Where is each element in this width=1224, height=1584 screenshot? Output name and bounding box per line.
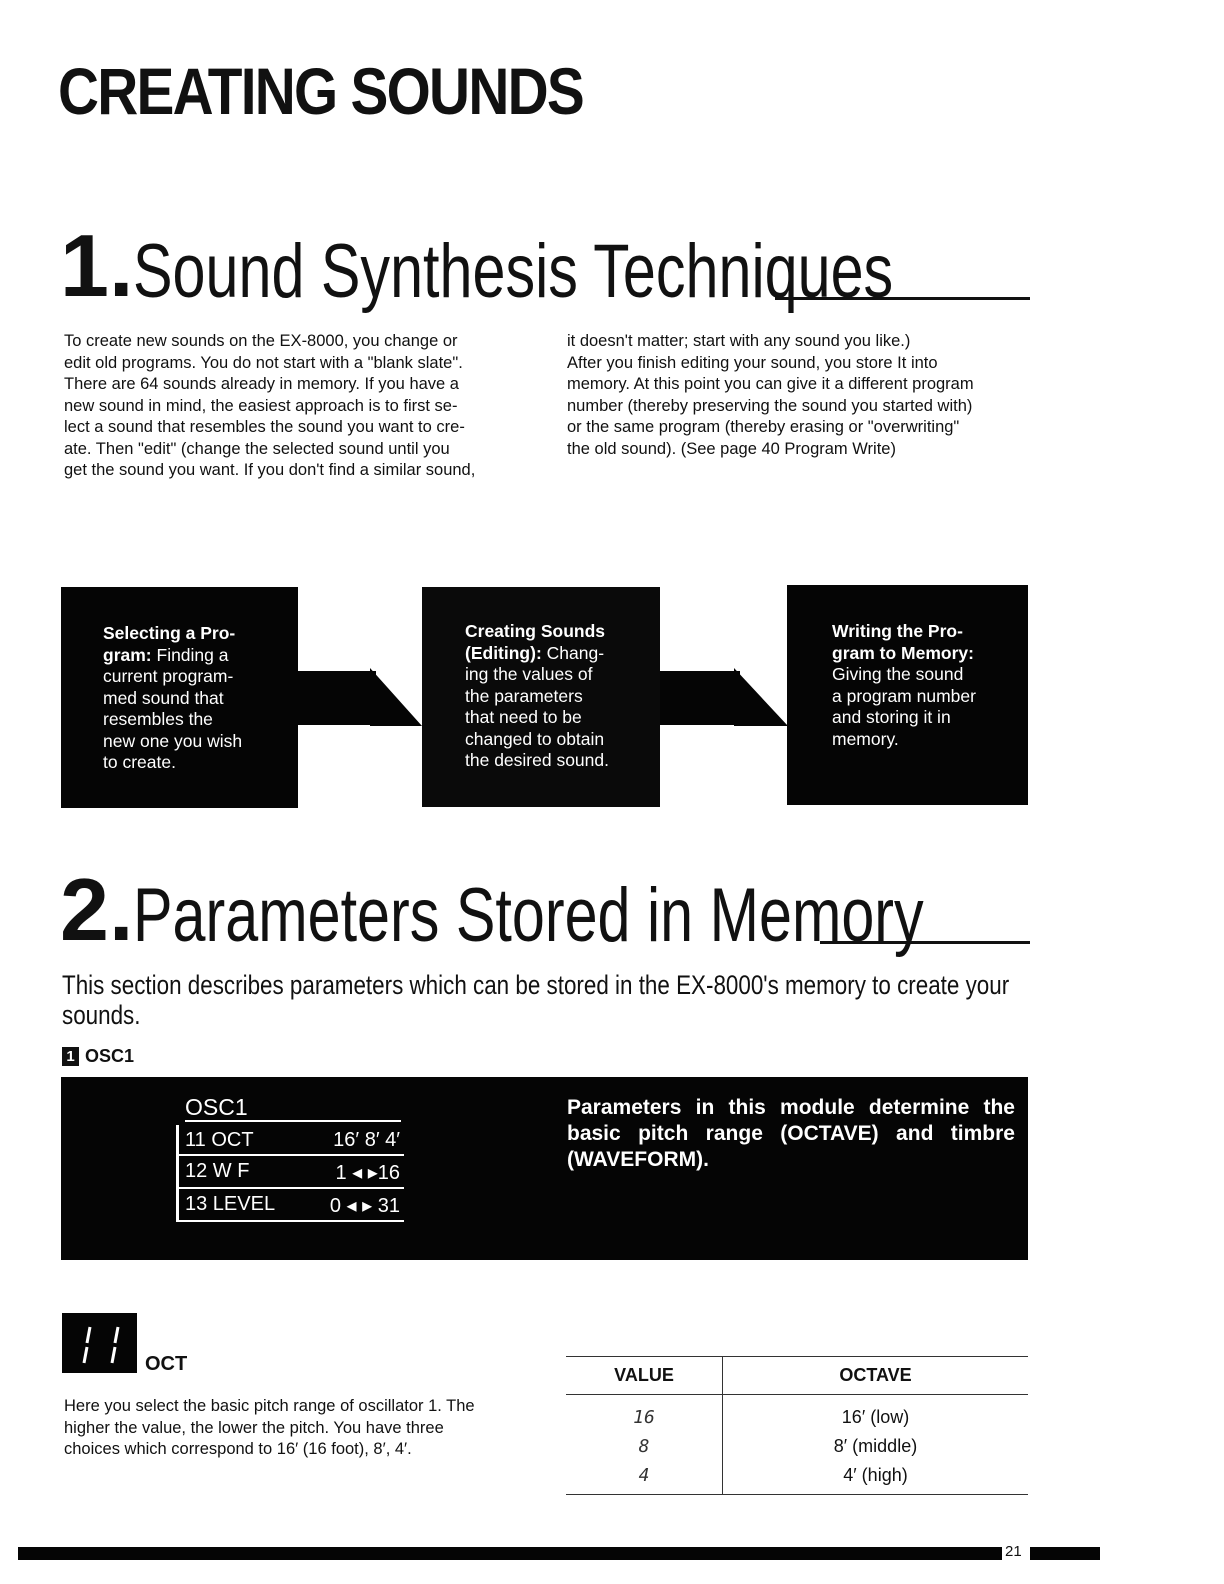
flow-step-text: Chang- bbox=[546, 642, 605, 663]
text-line: ate. Then "edit" (change the selected sound until you bbox=[64, 439, 450, 458]
table-header-value: VALUE bbox=[566, 1357, 723, 1395]
flow-step-write-program bbox=[787, 585, 1028, 805]
table-cell-octave: 16′ (low) bbox=[841, 1407, 910, 1427]
section-1-column-2 bbox=[567, 331, 1037, 460]
osc-param-value: 1 ◂ ▸16 bbox=[335, 1162, 400, 1184]
text-line: edit old programs. You do not start with a "blank slate". bbox=[64, 353, 463, 372]
text-line: After you finish editing your sound, you store It into bbox=[567, 353, 938, 372]
text-line: number (thereby preserving the sound you started with) bbox=[567, 396, 973, 415]
section-2-heading bbox=[60, 860, 1030, 959]
flow-step-line: the desired sound. bbox=[465, 750, 609, 770]
flow-step-line: changed to obtain bbox=[465, 728, 605, 749]
text-line: choices which correspond to 16′ (16 foot), 8′, 4′. bbox=[64, 1440, 412, 1458]
text-line: lect a sound that resembles the sound you want to cre- bbox=[64, 418, 465, 436]
oct-segment-display bbox=[62, 1313, 137, 1373]
section-1-title: Sound Synthesis Techniques bbox=[133, 229, 894, 314]
table-row bbox=[566, 1395, 1028, 1433]
sub-label: OSC1 bbox=[85, 1046, 135, 1066]
oct-value-table bbox=[566, 1356, 1028, 1495]
flow-step-bold-line: Selecting a Pro- bbox=[103, 623, 236, 643]
table-row bbox=[566, 1432, 1028, 1461]
text-line: the old sound). (See page 40 Program Write) bbox=[567, 439, 896, 458]
osc-panel-title-rule bbox=[185, 1120, 401, 1122]
flow-step-create-sounds bbox=[422, 587, 660, 807]
table-cell-value: 8 bbox=[566, 1432, 723, 1461]
text-line: Here you select the basic pitch range of oscillator 1. The bbox=[64, 1397, 475, 1415]
table-cell-value: 4 bbox=[566, 1461, 723, 1495]
page-number: 21 bbox=[1005, 1543, 1022, 1560]
flow-step-line: resembles the bbox=[103, 709, 213, 729]
flow-step-line: current program- bbox=[103, 666, 234, 686]
osc-param-row bbox=[179, 1125, 404, 1156]
osc-param-row bbox=[179, 1189, 404, 1222]
table-cell-octave: 4′ (high) bbox=[843, 1465, 908, 1485]
text-line: it doesn't matter; start with any sound you like.) bbox=[567, 332, 911, 350]
flow-step-line: Giving the sound bbox=[832, 664, 964, 684]
flow-step-line: med sound that bbox=[103, 687, 224, 708]
flow-step-line: ing the values of bbox=[465, 664, 593, 684]
flow-step-line: to create. bbox=[103, 752, 176, 772]
section-1-rule bbox=[775, 297, 1030, 300]
flow-arrow-1-shaft bbox=[298, 671, 376, 725]
table-row bbox=[566, 1461, 1028, 1495]
flow-step-line: a program number bbox=[832, 685, 976, 706]
oct-description bbox=[64, 1396, 534, 1461]
intro-line: This section describes parameters which can be stored in the EX-8000's memory to create your bbox=[62, 970, 1010, 1000]
section-1-number: 1. bbox=[60, 216, 134, 315]
flow-arrow-1-icon bbox=[370, 660, 422, 730]
table-cell-octave: 8′ (middle) bbox=[833, 1436, 918, 1456]
osc-param-label: 11 OCT bbox=[185, 1129, 254, 1151]
osc-param-list bbox=[176, 1125, 404, 1222]
flow-step-line: and storing it in bbox=[832, 707, 951, 727]
section-2-rule bbox=[820, 941, 1030, 944]
section-2-number: 2. bbox=[60, 860, 134, 959]
osc1-subheading bbox=[62, 1046, 134, 1067]
flow-step-line: new one you wish bbox=[103, 730, 243, 751]
page-title: CREATING SOUNDS bbox=[58, 54, 584, 128]
section-1-column-1 bbox=[64, 331, 534, 482]
text-line: memory. At this point you can give it a different program bbox=[567, 375, 974, 393]
text-line: or the same program (thereby erasing or "overwriting" bbox=[567, 418, 960, 436]
osc-param-row bbox=[179, 1156, 404, 1189]
text-line: get the sound you want. If you don't find a similar sound, bbox=[64, 461, 476, 479]
section-2-intro bbox=[62, 970, 1010, 1030]
osc-param-label: 12 W F bbox=[185, 1160, 250, 1182]
flow-arrow-2-icon bbox=[734, 660, 788, 730]
text-line: There are 64 sounds already in memory. If you have a bbox=[64, 375, 459, 393]
osc-panel-title: OSC1 bbox=[185, 1094, 248, 1120]
flow-step-line: the parameters bbox=[465, 685, 583, 706]
seven-segment-icon bbox=[62, 1313, 137, 1373]
sub-number-badge: 1 bbox=[62, 1047, 79, 1066]
table-cell-value: 16 bbox=[566, 1395, 723, 1433]
table-header-octave: OCTAVE bbox=[723, 1357, 1029, 1395]
osc-param-value: 16′ 8′ 4′ bbox=[333, 1129, 400, 1151]
text-line: To create new sounds on the EX-8000, you change or bbox=[64, 332, 458, 350]
flow-step-bold-line: Creating Sounds bbox=[465, 621, 606, 641]
flow-step-text: Finding a bbox=[156, 644, 229, 665]
flow-step-bold-line: gram to Memory: bbox=[832, 642, 974, 663]
table-header-row bbox=[566, 1357, 1028, 1395]
section-2-title: Parameters Stored in Memory bbox=[133, 873, 925, 958]
footer-bar-right bbox=[1030, 1547, 1100, 1560]
intro-line: sounds. bbox=[62, 1000, 141, 1030]
flow-step-select-program bbox=[61, 587, 298, 808]
flow-step-bold-line: gram: bbox=[103, 644, 152, 665]
section-1-heading bbox=[60, 216, 1030, 315]
footer-bar-left bbox=[18, 1547, 1002, 1560]
osc-panel-description: Parameters in this module determine the basic pitch range (OCTAVE) and timbre (WAVEFORM). bbox=[567, 1096, 1015, 1171]
flow-step-bold-line: (Editing): bbox=[465, 642, 542, 663]
flow-step-bold-line: Writing the Pro- bbox=[832, 621, 963, 641]
flow-step-line: memory. bbox=[832, 728, 899, 749]
flow-step-line: that need to be bbox=[465, 707, 582, 727]
osc-param-label: 13 LEVEL bbox=[185, 1193, 276, 1215]
text-line: higher the value, the lower the pitch. You have three bbox=[64, 1418, 444, 1437]
osc-param-value: 0 ◂ ▸ 31 bbox=[329, 1195, 400, 1217]
oct-label: OCT bbox=[145, 1353, 188, 1375]
flow-arrow-2-shaft bbox=[660, 671, 740, 725]
osc1-panel bbox=[61, 1077, 1028, 1260]
text-line: new sound in mind, the easiest approach is to first se- bbox=[64, 396, 458, 415]
